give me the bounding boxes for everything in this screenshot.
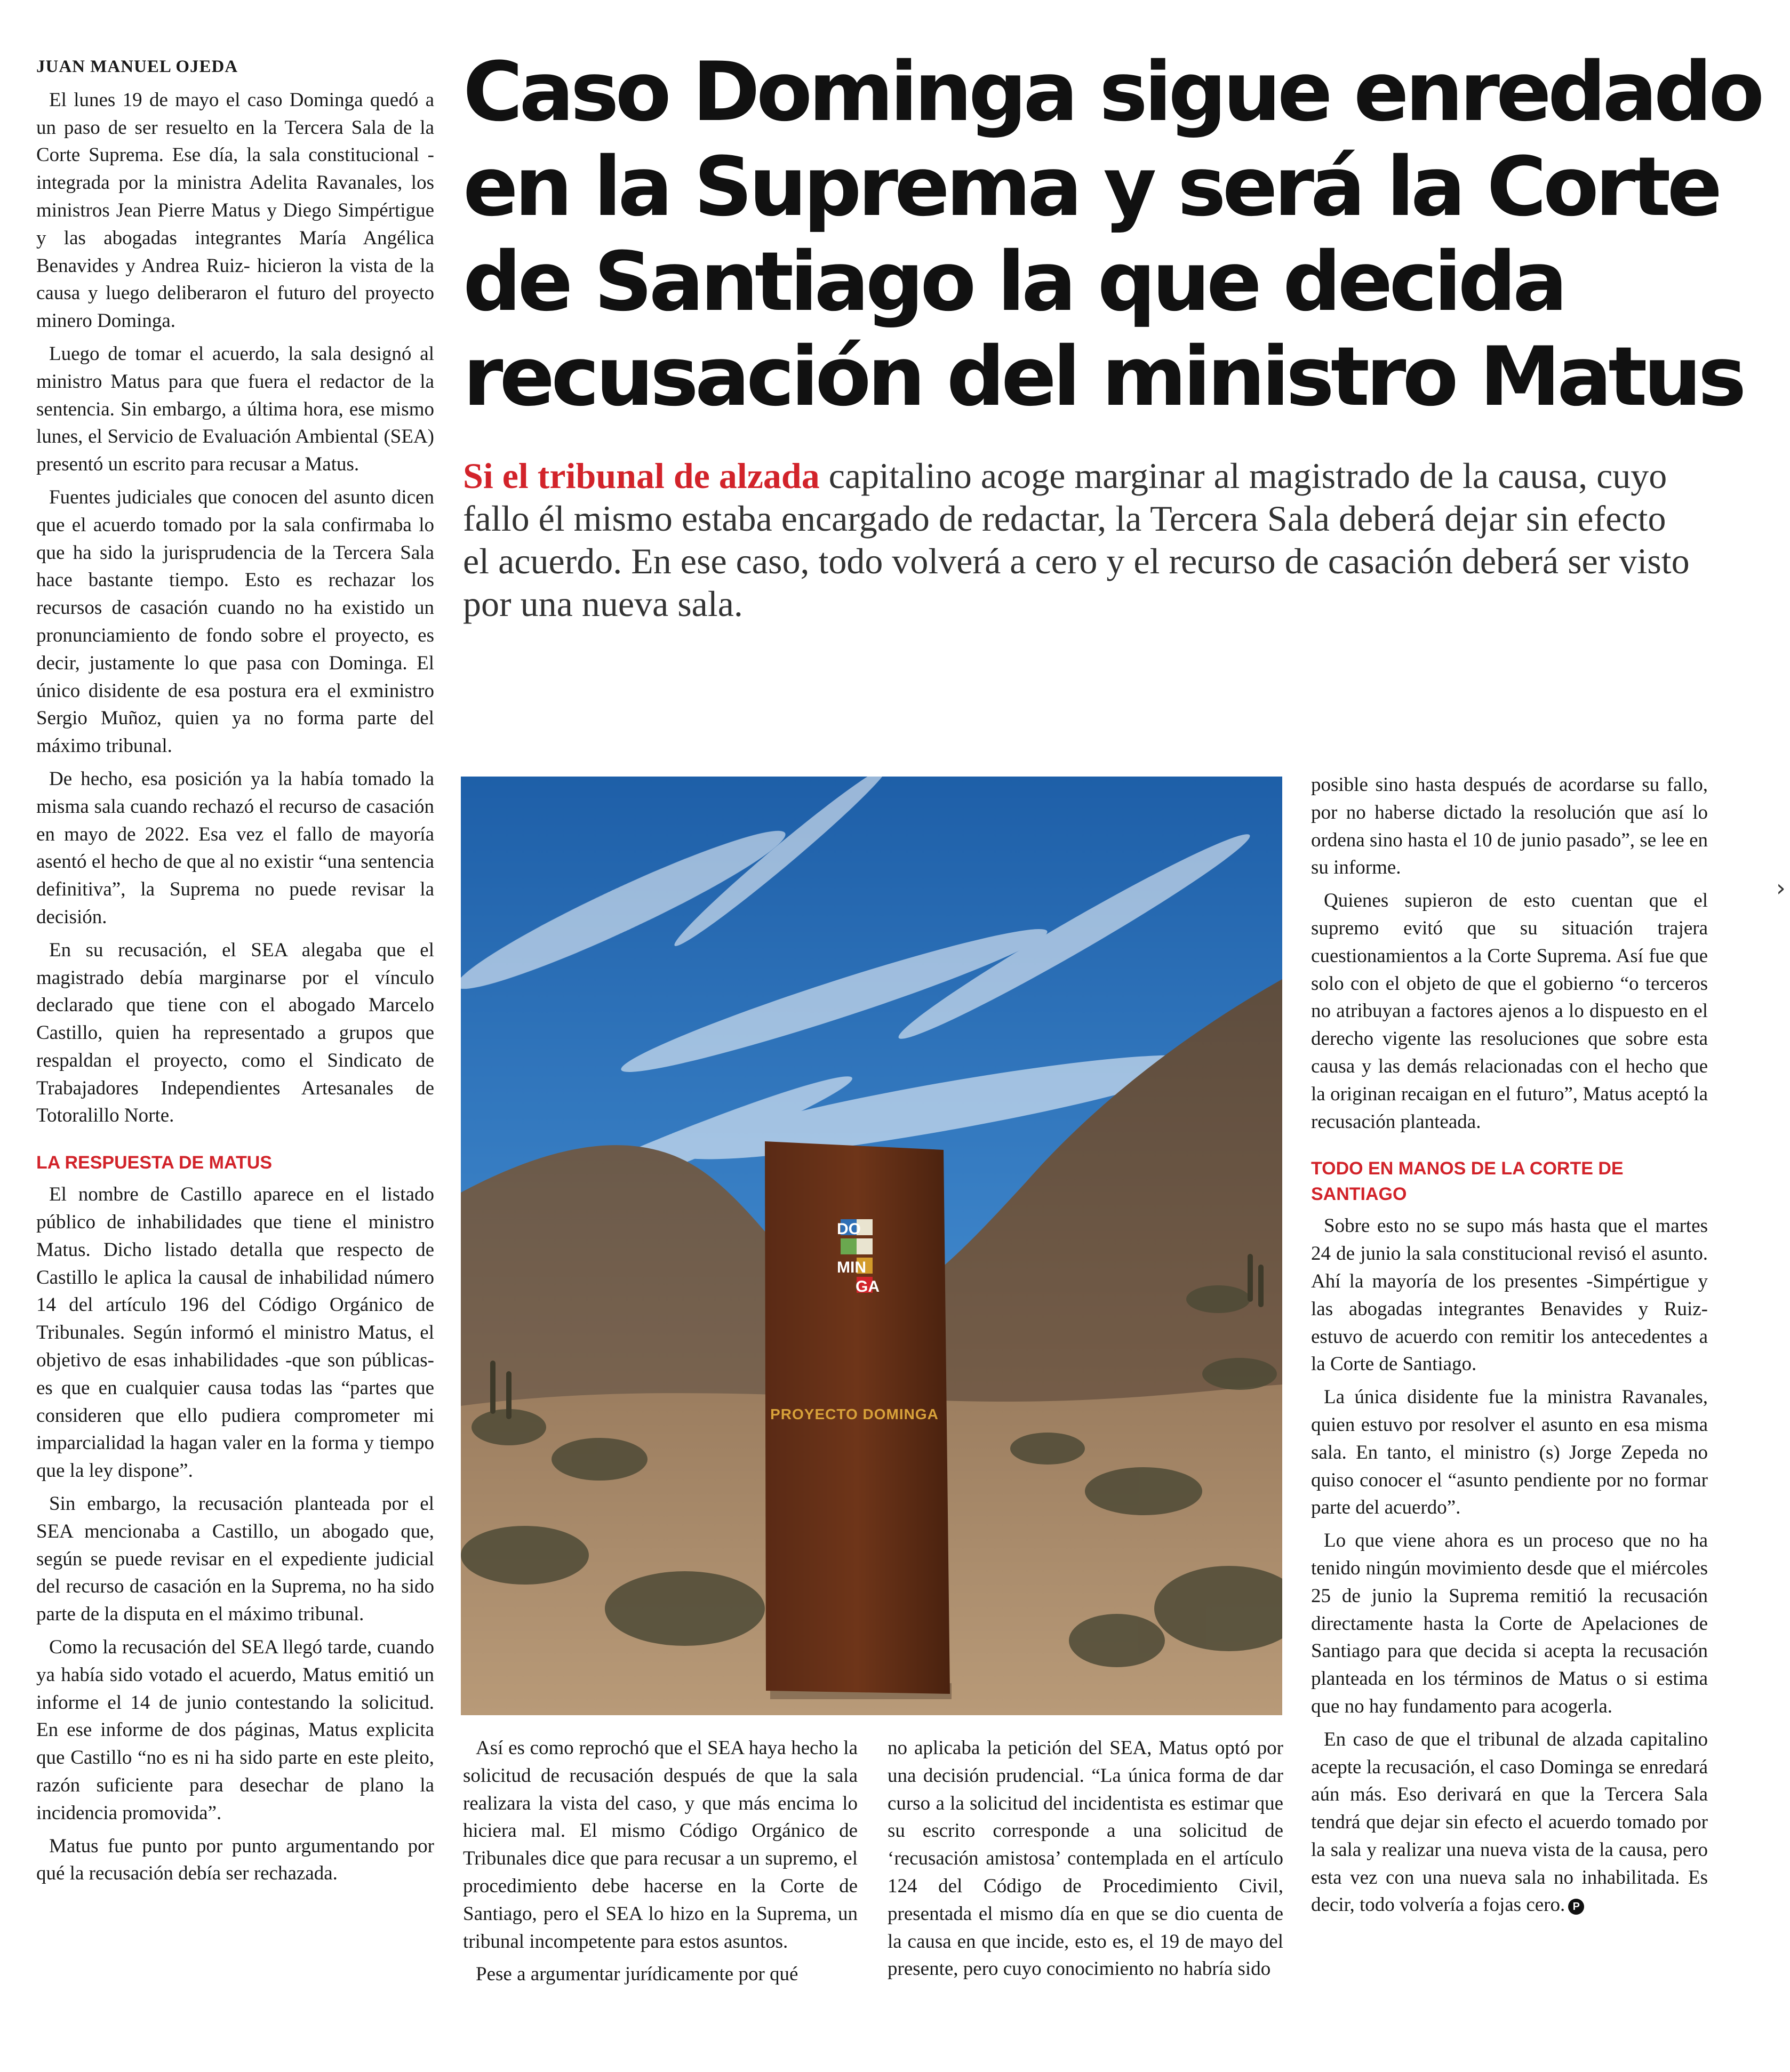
lede-text: capitalino acoge marginar al magistrado de la causa, cuyo fallo él mismo estaba encargado de redactar, la Tercera Sala deberá dejar sin efecto el acuerdo. En ese caso, todo volverá a cero y el recurso de casación deberá ser visto por una nueva sala. xyxy=(463,455,1690,624)
paragraph: El nombre de Castillo aparece en el listado público de inhabilidades que tiene el ministro Matus. Dicho listado detalla que respecto de Castillo le aplica la causal de inhabilidad número 14 del artículo 196 del Código Orgánico de Tribunales. Según informó el ministro Matus, el objetivo de esas inhabilidades -que son públicas- es que en cualquier causa todas las “partes que consideren que ello pudiera comprometer mi imparcialidad la hagan valer en la forma y tiempo que la ley dispone”. xyxy=(36,1183,434,1482)
lede-highlight: Si el tribunal de alzada xyxy=(463,455,820,496)
paragraph: Como la recusación del SEA llegó tarde, cuando ya había sido votado el acuerdo, Matus emitió un informe el 14 de junio contestando la solicitud. En ese informe de dos páginas, Matus explicita que Castillo “no es ni ha sido parte en este pleito, razón suficiente para desechar de plano la incidencia promovida”. xyxy=(36,1636,434,1824)
paragraph: Quienes supieron de esto cuentan que el supremo evitó que su situación trajera cuestionamientos a la Corte Suprema. Así fue que solo con el objeto de que el gobierno “o terceros no atribuyan a factores ajenos a lo dispuesto en el derecho vigente las resoluciones que sobre esta causa y las demás relacionadas con el hecho que la originan recaigan en el futuro”, Matus aceptó la recusación planteada. xyxy=(1311,890,1708,1133)
paragraph: Fuentes judiciales que conocen del asunto dicen que el acuerdo tomado por la sala confirmaba lo que ha sido la jurisprudencia de la Tercera Sala hace bastante tiempo. Esto es rechazar los recursos de casación cuando no ha existido un pronunciamiento de fondo sobre el proyecto, es decir, justamente lo que pasa con Dominga. El único disidente de esa postura era el exministro Sergio Muñoz, quien ya no forma parte del máximo tribunal. xyxy=(36,486,434,757)
paragraph: El lunes 19 de mayo el caso Dominga quedó a un paso de ser resuelto en la Tercera Sala de la Corte Suprema. Ese día, la sala constitucional -integrada por la ministra Adelita Ravanales, los ministros Jean Pierre Matus y Diego Simpértigue y las abogadas integrantes María Angélica Benavides y Andrea Ruiz- hicieron la vista de la causa y luego deliberaron el futuro del proyecto minero Dominga. xyxy=(36,89,434,332)
column-1 xyxy=(36,53,434,1887)
paragraph-final-text: En caso de que el tribunal de alzada capitalino acepte la recusación, el caso Dominga se enredará aún más. Eso derivará en que la Tercera Sala tendrá que dejar sin efecto el acuerdo tomado por la sala y realizar una nueva vista de la causa, pero esta vez con una nueva sala no inhabilitada. Es decir, todo volvería a fojas cero. xyxy=(1311,1728,1708,1916)
paragraph: Así es como reprochó que el SEA haya hecho la solicitud de recusación después de que la sala realizara la vista del caso, y que más encima lo hiciera mal. El mismo Código Orgánico de Tribunales dice que para recusar a un supremo, el procedimiento debe hacerse en la Corte de Santiago, pero el SEA lo hizo en la Suprema, un tribunal incompetente para estos asuntos. xyxy=(463,1737,858,1953)
column-2 xyxy=(463,1734,858,1988)
logo-line-1: DO xyxy=(837,1220,861,1238)
paragraph: Pese a argumentar jurídicamente por qué xyxy=(476,1963,798,1986)
lede xyxy=(463,454,1690,625)
subhead-respuesta-matus: LA RESPUESTA DE MATUS xyxy=(36,1153,273,1173)
paragraph: posible sino hasta después de acordarse su fallo, por no haberse dictado la resolución que así lo ordena sino hasta el 10 de junio pasado”, se lee en su informe. xyxy=(1311,774,1708,879)
paragraph-final xyxy=(1311,1726,1708,1919)
paragraph: De hecho, esa posición ya la había tomado la misma sala cuando rechazó el recurso de casación en mayo de 2022. Esa vez el fallo de mayoría asentó el hecho de que al no existir “una sentencia definitiva”, la Suprema no puede revisar la decisión. xyxy=(36,767,434,928)
byline: JUAN MANUEL OJEDA xyxy=(36,57,238,76)
column-4 xyxy=(1311,771,1708,1919)
paragraph: Matus fue punto por punto argumentando por qué la recusación debía ser rechazada. xyxy=(36,1835,434,1885)
logo-line-2: MIN xyxy=(837,1259,866,1276)
end-mark-icon: P xyxy=(1568,1899,1584,1915)
paragraph: En su recusación, el SEA alegaba que el magistrado debía marginarse por el vínculo declarado que tiene con el abogado Marcelo Castillo, quien ha representado a grupos que respaldan el proyecto, como el Sindicato de Trabajadores Independientes Artesanales de Totoralillo Norte. xyxy=(36,939,434,1127)
article-photo xyxy=(461,777,1282,1715)
subhead-corte-santiago: TODO EN MANOS DE LA CORTE DE SANTIAGO xyxy=(1311,1158,1624,1205)
paragraph: Sin embargo, la recusación planteada por el SEA mencionaba a Castillo, un abogado que, según se puede revisar en el expediente judicial del recurso de casación en la Suprema, no ha sido parte de la disputa en el máximo tribunal. xyxy=(36,1493,434,1626)
logo-line-3: GA xyxy=(856,1278,880,1295)
sign-text: PROYECTO DOMINGA xyxy=(770,1406,939,1422)
paragraph: Luego de tomar el acuerdo, la sala designó al ministro Matus para que fuera el redactor de la sentencia. Sin embargo, a última hora, ese mismo lunes, el Servicio de Evaluación Ambiental (SEA) presentó un escrito para recusar a Matus. xyxy=(36,342,434,476)
paragraph: no aplicaba la petición del SEA, Matus optó por una decisión prudencial. “La única forma de dar curso a la solicitud del incidentista es estimar que su escrito corresponde a una solicitud de ‘recusación amistosa’ contemplada en el artículo 124 del Código de Procedimiento Civil, presentada el mismo día en que se dio cuenta de la causa en que incide, esto es, el 19 de mayo del presente, pero cuyo conocimiento no habría sido xyxy=(888,1737,1283,1980)
paragraph: Lo que viene ahora es un proceso que no ha tenido ningún movimiento desde que el miércoles 25 de junio la Suprema remitió la recusación directamente hasta la Corte de Apelaciones de Santiago para que decida si acepta la recusación planteada en los términos de Matus o si estima que no hay fundamento para acogerla. xyxy=(1311,1530,1708,1717)
chevron-right-icon[interactable]: › xyxy=(1776,875,1786,902)
paragraph: La única disidente fue la ministra Ravanales, quien estuvo por resolver el asunto en esa misma sala. En tanto, el ministro (s) Jorge Zepeda no quiso conocer el “asunto pendiente por no formar parte del acuerdo”. xyxy=(1311,1386,1708,1519)
column-3 xyxy=(888,1734,1283,1983)
headline: Caso Dominga sigue enredado en la Suprema y será la Corte de Santiago la que decida recusación del ministro Matus xyxy=(463,45,1761,425)
paragraph: Sobre esto no se supo más hasta que el martes 24 de junio la sala constitucional revisó el asunto. Ahí la mayoría de los presentes -Simpértigue y las abogadas integrantes Benavides y Ruiz- estuvo de acuerdo con remitir los antecedentes a la Corte de Santiago. xyxy=(1311,1215,1708,1375)
